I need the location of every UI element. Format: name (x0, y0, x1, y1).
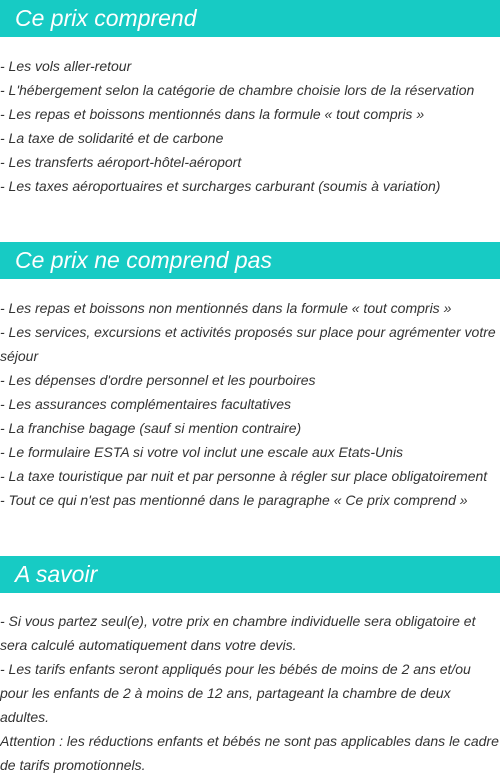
list-item: - Les repas et boissons mentionnés dans la formule « tout compris » (0, 106, 425, 122)
section-title: Ce prix ne comprend pas (0, 242, 500, 279)
section-title: Ce prix comprend (0, 0, 500, 37)
list-item: - La franchise bagage (sauf si mention contraire) (0, 420, 302, 436)
section-good-to-know (0, 556, 500, 777)
section-not-included (0, 242, 500, 512)
list-item: - La taxe touristique par nuit et par personne à régler sur place obligatoirement (0, 468, 488, 484)
list-item: - Les repas et boissons non mentionnés dans la formule « tout compris » (0, 300, 452, 316)
list-item: - L'hébergement selon la catégorie de chambre choisie lors de la réservation (0, 82, 475, 98)
included-list (0, 54, 500, 198)
list-item: - Si vous partez seul(e), votre prix en chambre individuelle sera obligatoire et sera calculé automatiquement dans votre devis. (0, 613, 476, 653)
section-included (0, 0, 500, 198)
list-item: Attention : les réductions enfants et bébés ne sont pas applicables dans le cadre de tarifs promotionnels. (0, 733, 499, 773)
list-item: - Les transferts aéroport-hôtel-aéroport (0, 154, 242, 170)
list-item: - Le formulaire ESTA si votre vol inclut une escale aux Etats-Unis (0, 444, 404, 460)
list-item: - La taxe de solidarité et de carbone (0, 130, 224, 146)
list-item: - Tout ce qui n'est pas mentionné dans le paragraphe « Ce prix comprend » (0, 492, 468, 508)
list-item: - Les taxes aéroportuaires et surcharges carburant (soumis à variation) (0, 178, 441, 194)
list-item: - Les dépenses d'ordre personnel et les pourboires (0, 372, 316, 388)
list-item: - Les vols aller-retour (0, 58, 132, 74)
not-included-list (0, 296, 500, 512)
list-item: - Les assurances complémentaires facultatives (0, 396, 292, 412)
good-to-know-list (0, 609, 500, 777)
section-title: A savoir (0, 556, 500, 593)
list-item: - Les services, excursions et activités proposés sur place pour agrémenter votre séjour (0, 324, 496, 364)
list-item: - Les tarifs enfants seront appliqués pour les bébés de moins de 2 ans et/ou pour les enfants de 2 à moins de 12 ans, partageant la chambre de deux adultes. (0, 661, 471, 725)
